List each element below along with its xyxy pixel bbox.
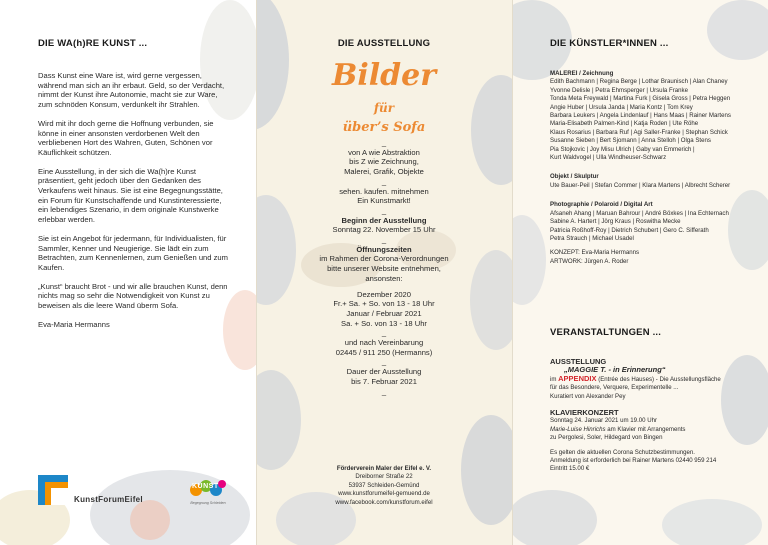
appointment-line: und nach Vereinbarung [344,338,424,348]
foto-label: Photographie / Polaroid / Digital Art [550,201,653,209]
intro-line: von A wie Abstraktion [348,147,420,157]
artist-line: Angie Huber | Ursula Janda | Maria Kontz | Tom Krey [550,103,693,111]
hours-intro-line: ansonsten: [365,273,403,283]
artist-line: Patricia Roßhoff-Roy | Dietrich Schubert | Gero C. Sifferath [550,226,709,234]
title-fuer: für [373,101,395,115]
hours-line: Sa. + So. von 13 - 18 Uhr [341,318,427,328]
hours-intro-line: im Rahmen der Corona-Verordnungen [319,254,449,264]
separator: _ [381,328,387,338]
artist-line: Tonda Meta Freywald | Martina Furk | Gisela Gross | Petra Heggen [550,95,731,103]
appendix-rest: (Entrée des Hauses) - Die Ausstellungsfläche [598,375,721,383]
separator: _ [381,138,387,147]
separator: _ [381,205,387,215]
konzert-label: KLAVIERKONZERT [550,408,619,418]
fold-line [512,0,513,545]
artist-line: Petra Strauch | Michael Usadel [550,234,634,242]
kunstforum-logo [38,475,158,511]
duration-line: bis 7. Februar 2021 [351,376,417,386]
artist-line: Yvonne Delisle | Petra Ehmsperger | Ursula Franke [550,86,688,94]
intro-line: bis Z wie Zeichnung, [349,157,419,167]
konzert-artist: Marie-Luise Hinrichs [550,425,606,433]
organizer-facebook[interactable]: www.facebook.com/kunstforum.eifel [335,498,433,506]
motto-line: sehen. kaufen. mitnehmen [339,186,429,196]
title-ueber-sofa: über’s Sofa [342,120,426,135]
appendix-prefix: im [550,375,557,383]
organizer-city: 53937 Schleiden-Gemünd [348,481,420,489]
artist-line: Afsaneh Ahang | Maruan Bahrour | André Böxkes | Ina Echternach [550,209,729,217]
kunstforum-logo-icon [38,475,68,505]
essay-paragraph-1: Dass Kunst eine Ware ist, wird gerne vergessen, während man sich an ihr erbaut. Geld, so der Verdacht, nimmt der Kunst ihre Autonomie, macht sie zur Ware, zum schnöden Konsum, verdunkelt ihr Strahlen. [38,71,225,110]
events-list [550,358,765,474]
middle-panel [256,0,512,545]
artist-line: Barbara Leukers | Angela Lindenlauf | Hans Maas | Rainer Martens [550,112,731,120]
artist-line: Susanne Sieben | Bert Sjomann | Anna Stelloh | Olga Stens [550,137,711,145]
organizer-website[interactable]: www.kunstforumeifel-gemuend.de [338,490,430,498]
maggie-title: „MAGGIE T. - in Erinnerung“ [564,365,666,375]
begin-date: Sonntag 22. November 15 Uhr [332,225,436,235]
separator: _ [381,176,387,186]
konzert-date: Sonntag 24. Januar 2021 um 19.00 Uhr [550,417,658,425]
konzert-artist-rest: am Klavier mit Arrangements [607,425,686,433]
begin-label: Beginn der Ausstellung [341,215,427,225]
malerei-label: MALEREI / Zeichnung [550,70,614,77]
objekt-label: Objekt / Skulptur [550,173,599,181]
left-panel [0,0,256,545]
separator: _ [381,235,387,245]
left-heading: DIE WA(h)RE KUNST ... [38,38,148,49]
artist-line: Sabine A. Hartert | Jörg Kraus | Roswitha Mecke [550,218,681,226]
kunstforum-logo-text: KunstForumEifel [74,495,143,504]
hours-intro-line: bitte unserer Website entnehmen, [327,264,441,274]
artist-line: Kurt Waldvogel | Ulla Windheuser-Schwarz [550,154,667,162]
separator: _ [381,386,387,396]
artist-line: Ute Bauer-Peil | Stefan Commer | Klara Martens | Albrecht Scherer [550,181,731,189]
duration-line: Dauer der Ausstellung [346,367,422,377]
intro-line: Malerei, Grafik, Objekte [344,167,424,177]
artist-line: Pia Stojkovic | Joy Misu Ulrich | Gaby van Emmerich | [550,145,695,153]
corona-note: Es gelten die aktuellen Corona Schutzbestimmungen. [550,448,695,456]
appointment-phone: 02445 / 911 250 (Hermanns) [335,347,433,357]
konzert-artist-line [550,426,765,434]
exhibition-text [256,138,512,396]
fold-line [256,0,257,545]
appendix-line [550,375,765,384]
appendix-text: für das Besondere, Verquere, Experimentelle ... [550,384,679,392]
konzept-credit: KONZEPT: Eva-Maria Hermanns [550,249,640,257]
essay-paragraph-4: Sie ist ein Angebot für jedermann, für Individualisten, für Sammler, Kenner und Neugierige. Sie lädt ein zum Betrachten, zum Kennenlernen, zum Genießen und zum Kaufen. [38,233,228,272]
artists-heading: DIE KÜNSTLER*INNEN ... [550,38,669,49]
organizer-block [256,465,512,507]
motto-line: Ein Kunstmarkt! [357,196,411,206]
appendix-word: APPENDIX [558,373,597,383]
hours-line: Dezember 2020 [356,289,412,299]
events-heading: VERANSTALTUNGEN ... [550,327,662,338]
konzert-program: zu Pergolesi, Soler, Hildegard von Bingen [550,434,663,442]
organizer-name: Förderverein Maler der Eifel e. V. [336,465,432,472]
artists-list [550,70,765,266]
organizer-street: Dreiborner Straße 22 [355,473,413,481]
artwork-credit: ARTWORK: Jürgen A. Roder [550,257,629,265]
registration-note: Anmeldung ist erforderlich bei Rainer Martens 02440 959 214 [550,457,717,465]
artist-line: Klaus Rosarius | Barbara Ruf | Agi Saller-Franke | Stephan Schick [550,128,728,136]
essay-text [38,71,233,338]
essay-paragraph-2: Wird mit ihr doch gerne die Hoffnung verbunden, sie könne in einer ansonsten verdorbenen Welt den verbliebenen Hort des Wahren, Guten, Schönen vor Käuflichkeit schützen. [38,118,214,157]
separator: _ [381,357,387,367]
hours-line: Januar / Februar 2021 [346,308,422,318]
essay-paragraph-5: „Kunst“ braucht Brot - und wir alle brauchen Kunst, denn nichts mag so sehr die Notwendigkeit von Kunst zu beweisen als die leere Wand überm Sofa. [38,281,228,311]
essay-paragraph-3: Eine Ausstellung, in der sich die Wa(h)re Kunst präsentiert, geht jedoch über den Gedanken des Verkaufens weit hinaus. Sie ist eine Begegnungsstätte, ein Forum für Kunstschaffende und Kunstinteressierte, ein lebendiges Szenario, in dem originale Kunstwerke erlebbar werden. [38,166,223,225]
appendix-curator: Kuratiert von Alexander Pey [550,392,626,400]
title-bilder: Bilder [331,58,437,93]
exhibition-heading: DIE AUSSTELLUNG [337,38,431,49]
artist-line: Maria-Elisabeth Palmen-Kind | Katja Roden | Ute Röhe [550,120,699,128]
ausstellung-label: AUSSTELLUNG [550,357,607,366]
hours-label: Öffnungszeiten [356,244,412,254]
kunst-logo-caption: Begegnung Schleiden [190,501,226,505]
right-panel [512,0,768,545]
essay-author: Eva-Maria Hermanns [38,319,110,329]
artist-line: Edith Bachmann | Regina Berge | Lothar Braunisch | Alan Chaney [550,78,728,86]
admission-note: Eintritt 15.00 € [550,465,590,473]
kunst-begegnung-logo [184,478,232,512]
hours-line: Fr.+ Sa. + So. von 13 - 18 Uhr [333,299,435,309]
kunst-logo-word: KUNST [192,483,219,490]
